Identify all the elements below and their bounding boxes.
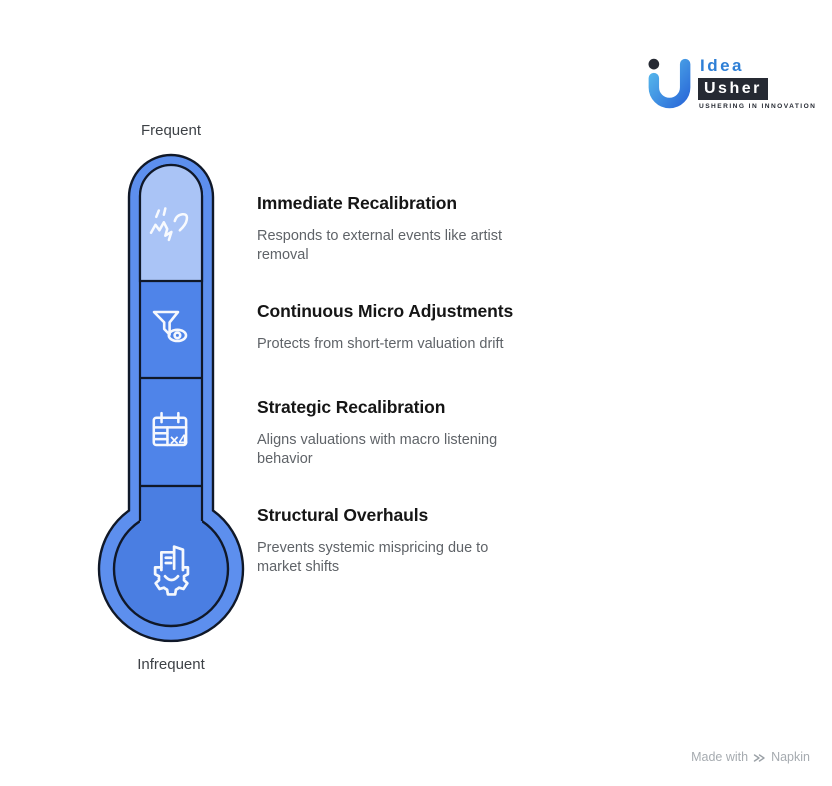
item-description: Aligns valuations with macro listening behavior	[257, 432, 498, 467]
item-continuous-micro-adjustments	[257, 301, 597, 354]
thermometer-graphic	[91, 148, 251, 648]
iu-monogram-icon	[646, 56, 693, 114]
brand-tagline: USHERING IN INNOVATION	[699, 103, 817, 110]
napkin-chevrons-icon	[753, 751, 766, 764]
scale-label-infrequent: Infrequent	[137, 656, 205, 673]
footer-prefix: Made with	[691, 750, 749, 764]
item-strategic-recalibration	[257, 397, 532, 468]
tube-fill-neck	[140, 484, 202, 524]
calendar-x4-label: ×4	[169, 432, 188, 450]
scale-label-frequent: Frequent	[140, 122, 202, 139]
item-immediate-recalibration	[257, 193, 532, 264]
item-description: Prevents systemic mispricing due to market shifts	[257, 540, 489, 575]
made-with-napkin-credit	[691, 750, 810, 764]
item-title: Structural Overhauls	[257, 505, 429, 525]
item-title: Strategic Recalibration	[257, 397, 446, 417]
item-structural-overhauls	[257, 505, 512, 576]
brand-name-line2: Usher	[698, 78, 768, 100]
item-title: Continuous Micro Adjustments	[257, 301, 514, 321]
tube-section-1	[140, 165, 202, 281]
brand-logo-text	[698, 56, 816, 110]
item-description: Responds to external events like artist removal	[257, 228, 503, 263]
item-title: Immediate Recalibration	[257, 193, 457, 213]
item-description: Protects from short-term valuation drift	[257, 336, 504, 352]
brand-name-line1: Idea	[700, 56, 745, 75]
thermometer-bulb	[114, 512, 228, 626]
footer-brand: Napkin	[771, 750, 810, 764]
brand-logo	[646, 56, 816, 114]
